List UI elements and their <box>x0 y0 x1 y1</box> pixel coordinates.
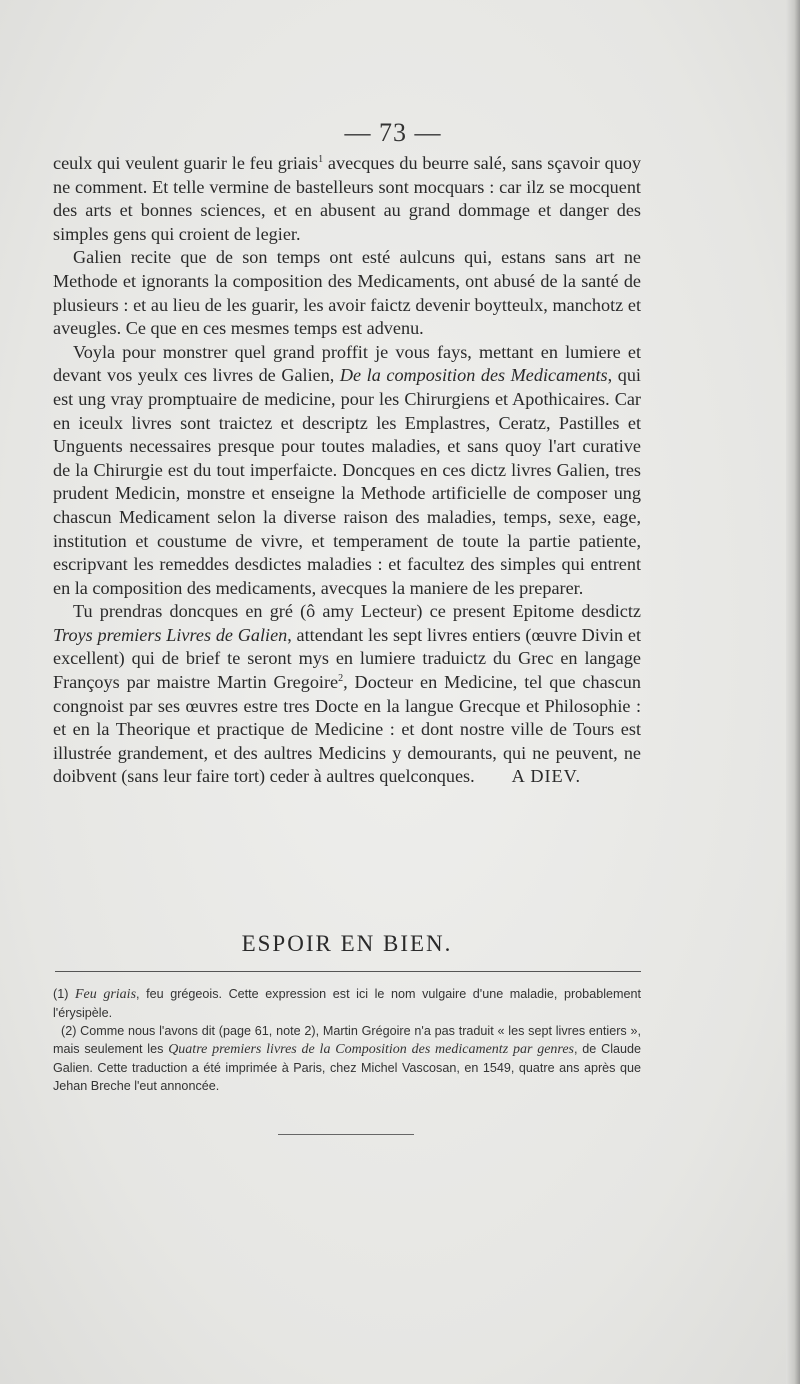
text-run: , feu grégeois. Cette expression est ici le nom vulgaire d'une maladie, probablement l'érysipèle. <box>53 987 641 1020</box>
paragraph-1 <box>53 152 641 246</box>
text-run: Voyla pour monstrer quel grand proffit je vous fays, mettant en lumiere et devant vos yeulx ces livres de Galien, <box>53 341 641 386</box>
footnote-2 <box>53 1022 641 1095</box>
footnotes <box>53 985 641 1095</box>
paragraph-2 <box>53 246 641 340</box>
text-run: (1) <box>53 987 75 1001</box>
paragraph-4 <box>53 600 641 789</box>
end-rule <box>278 1134 414 1135</box>
italic-title: Troys premiers Livres de Galien <box>53 624 288 645</box>
text-run: Galien recite que de son temps ont esté aulcuns qui, estans sans art ne Methode et ignorants la composition des Medicaments, ont abusé de la santé de plusieurs : et au lieu de les guarir, les avoir faictz devenir boytteulx, manchotz et aveugles. Ce que en ces mesmes temps est advenu. <box>53 247 641 339</box>
text-run: avecques du beurre salé, sans sçavoir quoy ne comment. Et telle vermine de bastelleurs sont mocquars : car ilz se mocquent des arts et bonnes sciences, et en abusent au grand dommage et danger des simples gens qui croient de legier. <box>53 153 641 244</box>
footnote-1 <box>53 985 641 1022</box>
main-text <box>53 152 641 789</box>
page-edge-shadow <box>786 0 800 1384</box>
italic-title: De la composition des Medicaments <box>339 365 608 386</box>
text-run: Tu prendras doncques en gré (ô amy Lecteur) ce present Epitome desdictz <box>73 601 641 622</box>
paragraph-3 <box>53 341 641 601</box>
motto: ESPOIR EN BIEN. <box>241 931 453 956</box>
closing-signature: A DIEV. <box>511 766 581 787</box>
page-number: — 73 — <box>344 118 442 147</box>
footnote-marker: 2 <box>338 673 344 685</box>
footnote-rule <box>55 971 641 972</box>
italic-title: Feu griais <box>74 987 137 1002</box>
text-run: (2) Comme nous l'avons dit (page 61, note 2), Martin Grégoire n'a pas traduit « les sept livres entiers », mais seulement les <box>53 1024 641 1056</box>
text-run: , de Claude Galien. Cette traduction a été imprimée à Paris, chez Michel Vascosan, en 1549, quatre ans après que Jehan Breche l'eut annoncée. <box>53 1042 642 1093</box>
text-run: ceulx qui veulent guarir le feu griais <box>53 153 319 173</box>
text-run: , attendant les sept livres entiers (œuvre Divin et excellent) qui de brief te seront mys en lumiere traduictz du Grec en langage Françoys par maistre Martin Gregoire <box>53 624 641 693</box>
italic-title: Quatre premiers livres de la Composition des medicamentz par genres <box>168 1042 574 1057</box>
footnote-marker: 1 <box>318 154 324 165</box>
text-run: , Docteur en Medicine, tel que chascun congnoist par ses œuvres estre tres Docte en la langue Grecque et Philosophie : et en la Theorique et practique de Medicine : et dont nostre ville de Tours est illustrée grandement, et des aultres Medicins y demourants, qui ne peuvent, ne doibvent (sans leur faire tort) ceder à aultres quelconques. <box>53 672 641 787</box>
text-run: , qui est ung vray promptuaire de medicine, pour les Chirurgiens et Apothicaires. Car en iceulx livres sont traictez et descriptz les Emplastres, Ceratz, Pastilles et Unguents necessaires presque pour toutes maladies, et sans quoy l'art curative de la Chirurgie est du tout imperfaicte. Doncques en ces dictz livres Galien, tres prudent Medicin, monstre et enseigne la Methode artificielle de composer ung chascun Medicament selon la diverse raison des maladies, temps, sexe, eage, institution et coustume de vivre, et temperament de toute la partie patiente, escripvant les remeddes desdictes maladies : et facultez des simples qui entrent en la composition des medicaments, avecques la maniere de les preparer. <box>53 365 641 598</box>
